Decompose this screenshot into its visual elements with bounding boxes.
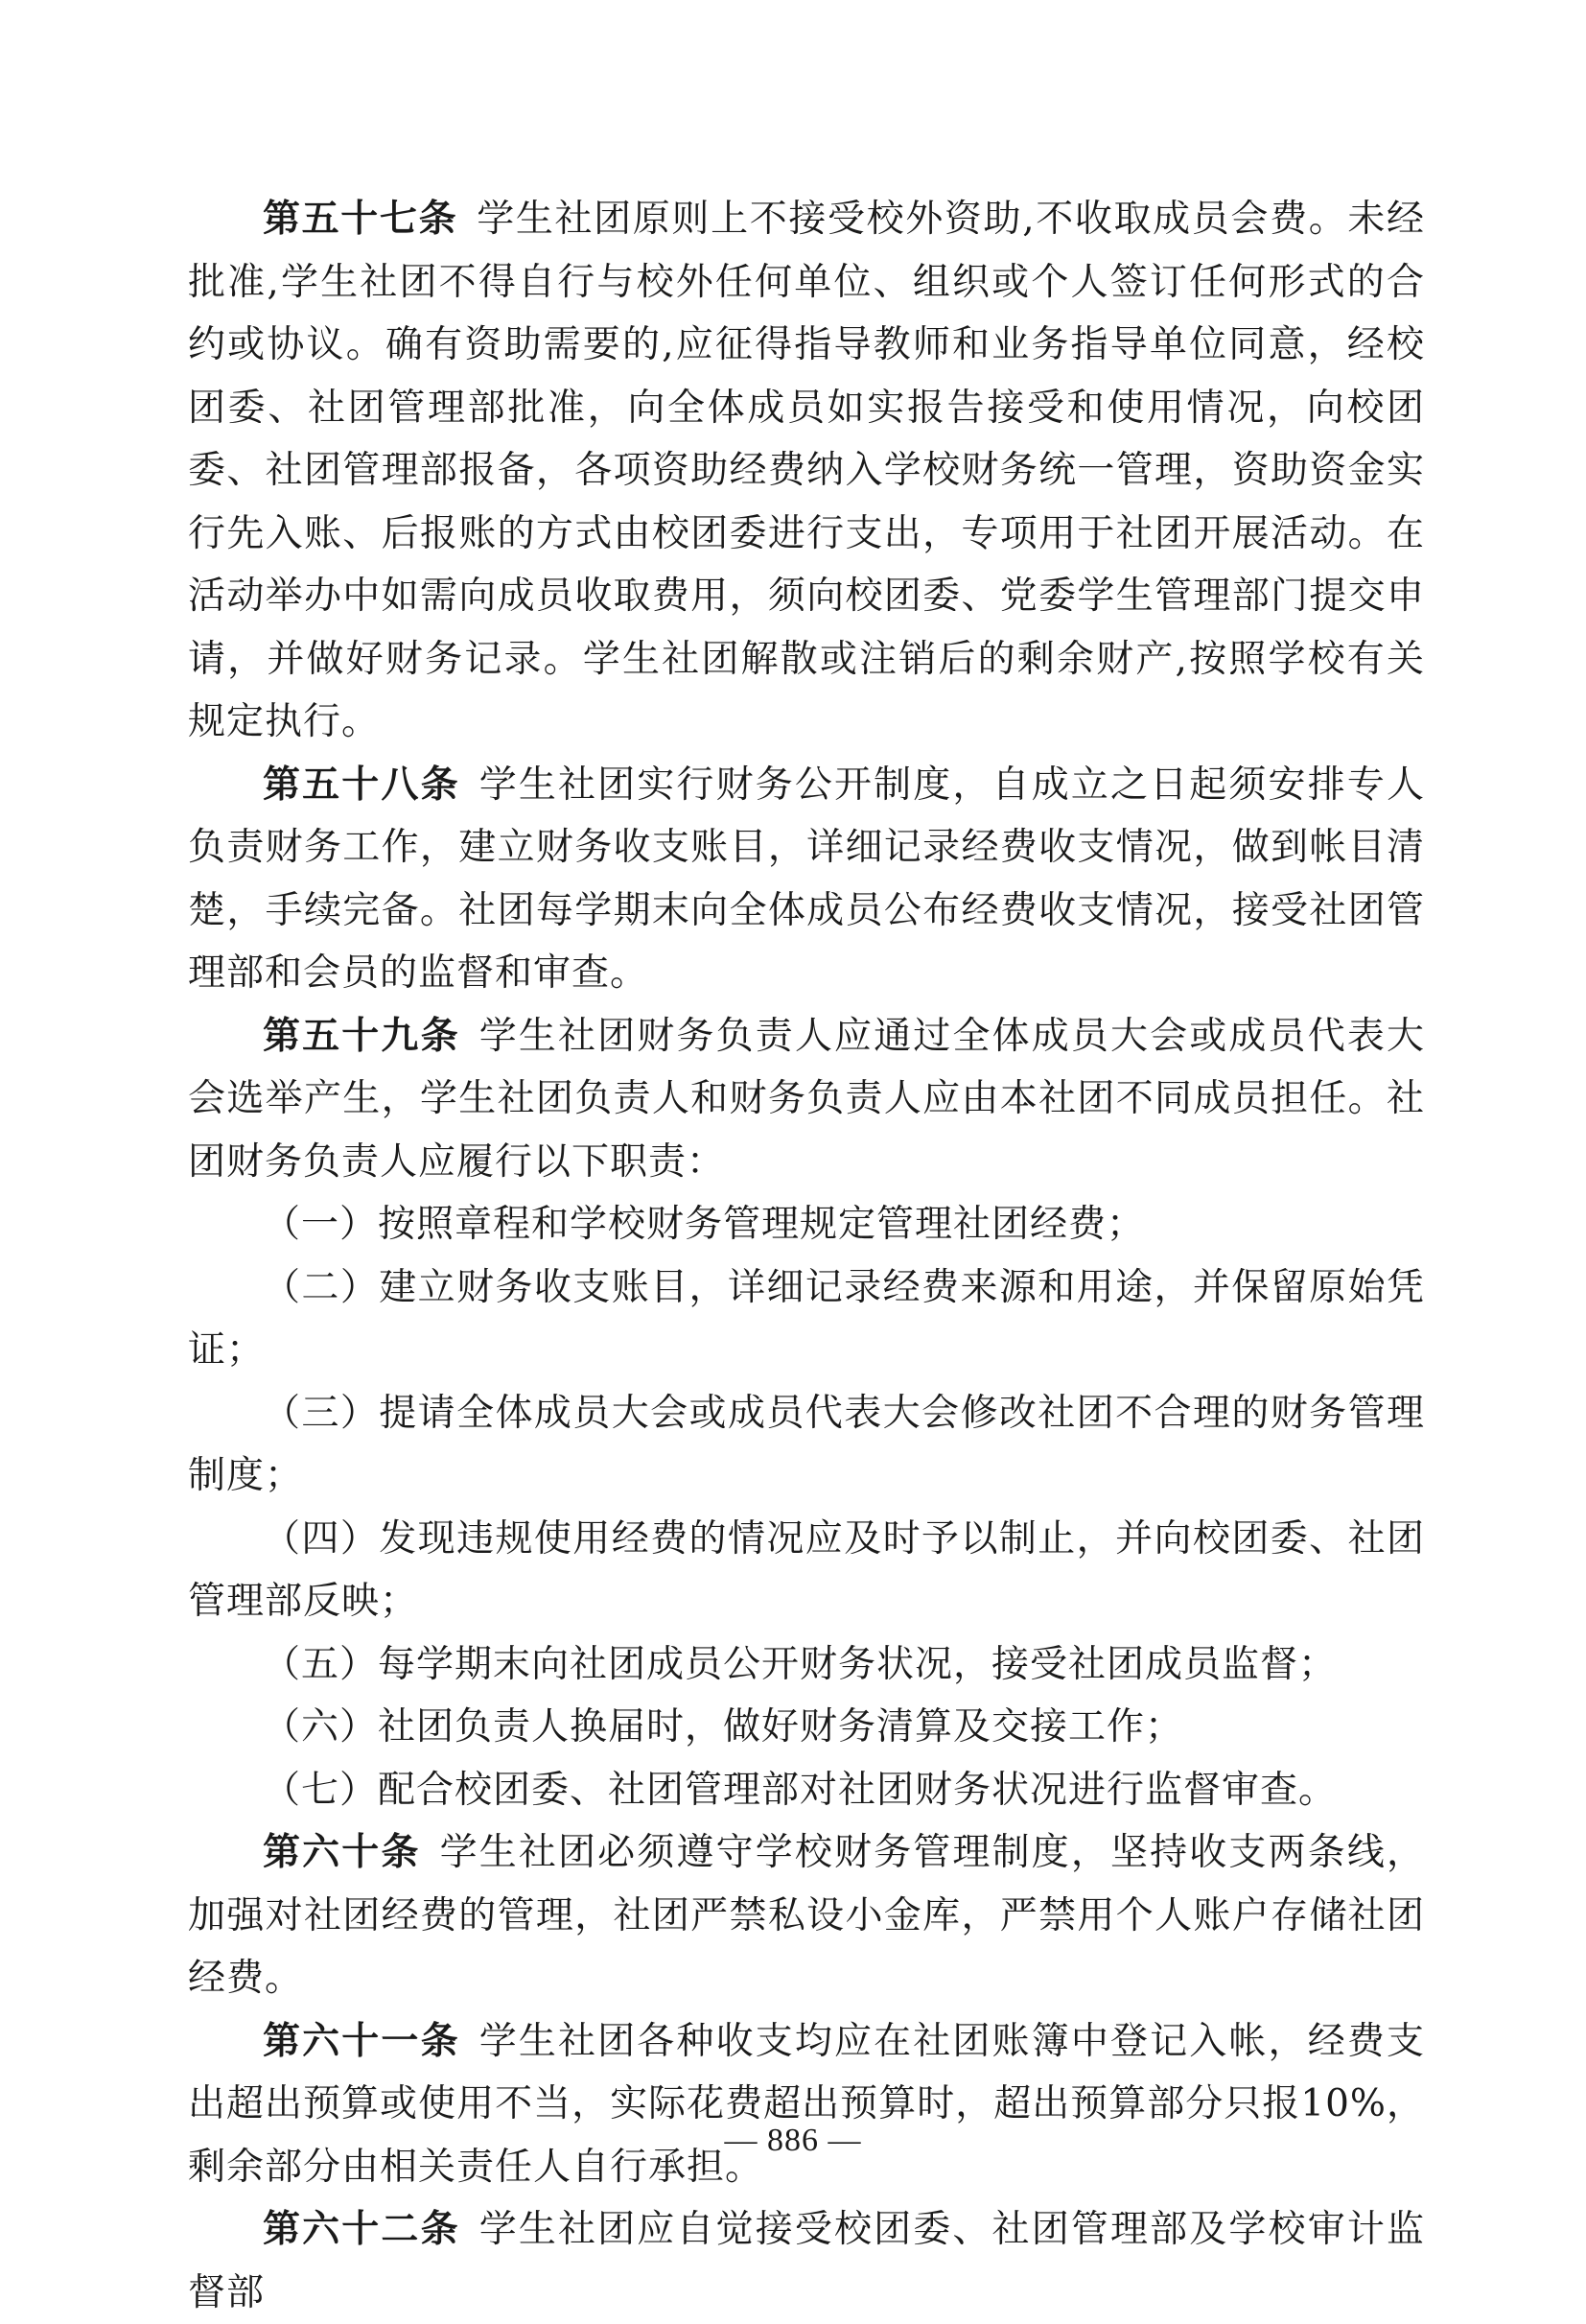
article-heading: 第六十条 bbox=[263, 1831, 421, 1874]
article-text: 学生社团各种收支均应在社团账簿中登记入帐，经费支出超出预算或使用不当，实际花费超出预算时，超出预算部分只报10%，剩余部分由相关责任人自行承担。 bbox=[188, 2019, 1425, 2189]
article-62 bbox=[188, 2198, 1425, 2324]
article-heading: 第六十一条 bbox=[263, 2019, 460, 2063]
article-58 bbox=[188, 754, 1425, 1005]
article-61 bbox=[188, 2010, 1425, 2199]
duty-item-6: （六）社团负责人换届时，做好财务清算及交接工作； bbox=[263, 1705, 1184, 1749]
article-57 bbox=[188, 188, 1425, 754]
article-text: 学生社团实行财务公开制度，自成立之日起须安排专人负责财务工作，建立财务收支账目，详细记录经费收支情况，做到帐目清楚，手续完备。社团每学期末向全体成员公布经费收支情况，接受社团管理部和会员的监督和审查。 bbox=[188, 763, 1425, 995]
duty-item-3: （三）提请全体成员大会或成员代表大会修改社团不合理的财务管理制度； bbox=[188, 1391, 1425, 1497]
article-heading: 第六十二条 bbox=[263, 2208, 460, 2251]
document-body bbox=[188, 188, 1425, 2324]
article-text: 学生社团财务负责人应通过全体成员大会或成员代表大会选举产生，学生社团负责人和财务负责人应由本社团不同成员担任。社团财务负责人应履行以下职责： bbox=[188, 1014, 1425, 1184]
page-number: — 886 — bbox=[724, 2123, 862, 2158]
article-heading: 第五十九条 bbox=[263, 1014, 460, 1058]
article-heading: 第五十七条 bbox=[263, 198, 458, 241]
article-59 bbox=[188, 1005, 1425, 1194]
article-60 bbox=[188, 1821, 1425, 2010]
duty-item-4: （四）发现违规使用经费的情况应及时予以制止，并向校团委、社团管理部反映； bbox=[188, 1516, 1425, 1623]
article-text: 学生社团应自觉接受校团委、社团管理部及学校审计监督部 bbox=[188, 2208, 1425, 2314]
duty-item-5: （五）每学期末向社团成员公开财务状况，接受社团成员监督； bbox=[263, 1642, 1338, 1686]
duty-item-2: （二）建立财务收支账目，详细记录经费来源和用途，并保留原始凭证； bbox=[188, 1265, 1425, 1372]
article-text: 学生社团原则上不接受校外资助,不收取成员会费。未经批准,学生社团不得自行与校外任何单位、组织或个人签订任何形式的合约或协议。确有资助需要的,应征得指导教师和业务指导单位同意，经校团委、社团管理部批准，向全体成员如实报告接受和使用情况，向校团委、社团管理部报备，各项资助经费纳入学校财务统一管理，资助资金实行先入账、后报账的方式由校团委进行支出，专项用于社团开展活动。在活动举办中如需向成员收取费用，须向校团委、党委学生管理部门提交申请，并做好财务记录。学生社团解散或注销后的剩余财产,按照学校有关规定执行。 bbox=[188, 198, 1425, 743]
article-text: 学生社团必须遵守学校财务管理制度，坚持收支两条线，加强对社团经费的管理，社团严禁私设小金库，严禁用个人账户存储社团经费。 bbox=[188, 1831, 1425, 2000]
duty-item-7: （七）配合校团委、社团管理部对社团财务状况进行监督审查。 bbox=[263, 1768, 1338, 1812]
article-heading: 第五十八条 bbox=[263, 763, 460, 807]
duty-item-1: （一）按照章程和学校财务管理规定管理社团经费； bbox=[263, 1203, 1146, 1246]
